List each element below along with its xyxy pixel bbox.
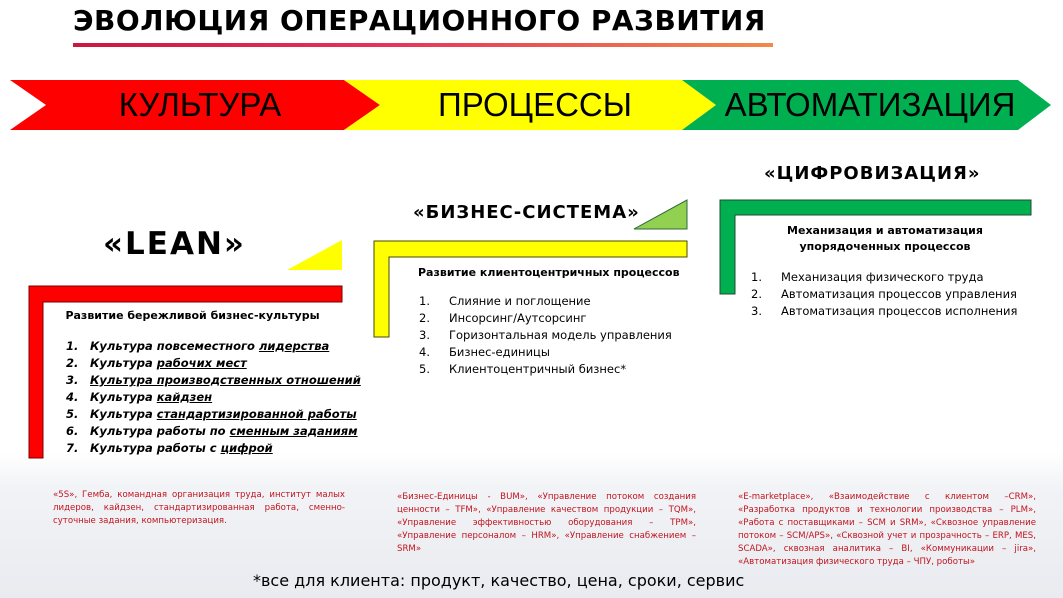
note-lean: «5S», Гемба, командная организация труда, институт малых лидеров, кайдзен, стандартизированная работа, сменно-суточные задания, компьютеризация. <box>53 490 345 526</box>
list-item: 1. Слияние и поглощение <box>419 294 591 308</box>
heading-business-system: «БИЗНЕС-СИСТЕМА» <box>413 202 640 223</box>
box-title-digital: Механизация и автоматизация упорядоченных процессов <box>787 224 983 253</box>
digital-list <box>751 269 1031 320</box>
note-business: «Бизнес-Единицы - BUM», «Управление потоком создания ценности – TFM», «Управление качеством продукции – TQM», «Управление эффективностью оборудования – TPM», «Управление персоналом – HRM», «Управление снабжением – SRM» <box>397 492 696 554</box>
page-title: ЭВОЛЮЦИЯ ОПЕРАЦИОННОГО РАЗВИТИЯ <box>73 4 766 37</box>
note-digital: «E-marketplace», «Взаимодействие с клиентом –CRM», «Разработка продуктов и технологии производства – PLM», «Работа с поставщиками – SCM и SRM», «Сквозное управление потоком – SCM/APS», «Сквозной учет и прозрачность – ERP, MES, SCADA», сквозная аналитика – BI, «Коммуникации – jira», «Автоматизация физического труда – ЧПУ, роботы» <box>738 492 1036 567</box>
list-item: 5. Клиентоцентричный бизнес* <box>419 362 627 376</box>
stage-label-automation: АВТОМАТИЗАЦИЯ <box>724 86 1016 123</box>
list-item: 2. Культура рабочих мест <box>66 356 247 370</box>
stage-label-processes: ПРОЦЕССЫ <box>438 86 632 123</box>
box-title-lean: Развитие бережливой бизнес-культуры <box>65 309 320 322</box>
stage-label-culture: КУЛЬТУРА <box>118 86 282 123</box>
list-item: 1. Культура повсеместного лидерства <box>66 339 330 353</box>
business-list <box>419 293 689 378</box>
lean-list <box>66 338 361 457</box>
list-item: 3. Культура производственных отношений <box>66 373 361 387</box>
list-item: 5. Культура стандартизированной работы <box>66 407 357 421</box>
list-item: 4. Бизнес-единицы <box>419 345 550 359</box>
list-item: 1. Механизация физического труда <box>751 270 984 284</box>
list-item: 2. Инсорсинг/Аутсорсинг <box>419 311 587 325</box>
heading-digitalization: «ЦИФРОВИЗАЦИЯ» <box>764 163 981 184</box>
list-item: 2. Автоматизация процессов управления <box>751 287 1017 301</box>
list-item: 6. Культура работы по сменным заданиям <box>66 424 358 438</box>
footer-note: *все для клиента: продукт, качество, цена, сроки, сервис <box>253 571 745 590</box>
list-item: 4. Культура кайдзен <box>66 390 213 404</box>
list-item: 7. Культура работы с цифрой <box>66 441 273 455</box>
list-item: 3. Горизонтальная модель управления <box>419 328 672 342</box>
list-item: 3. Автоматизация процессов исполнения <box>751 304 1018 318</box>
box-title-business: Развитие клиентоцентричных процессов <box>418 266 680 279</box>
heading-lean: «LEAN» <box>103 226 246 262</box>
